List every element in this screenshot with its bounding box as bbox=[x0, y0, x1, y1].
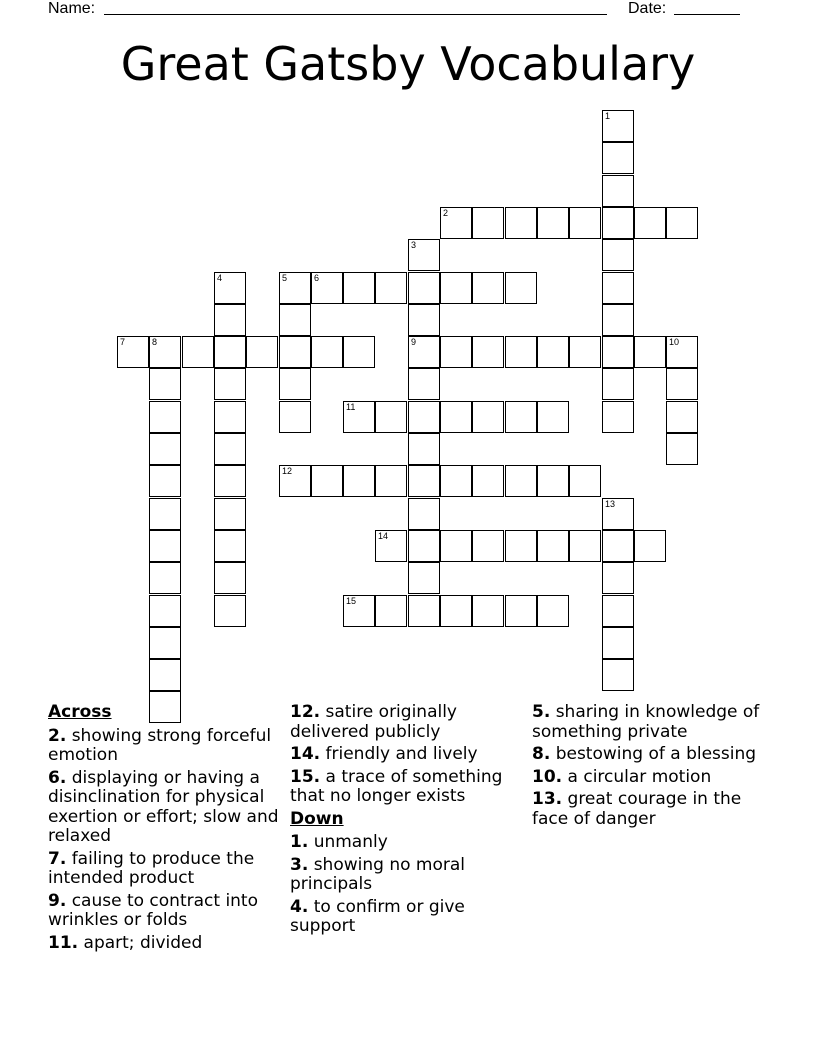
grid-cell[interactable] bbox=[440, 401, 472, 433]
clue-text: sharing in knowledge of something private bbox=[532, 702, 760, 742]
grid-cell[interactable] bbox=[149, 530, 181, 562]
clue-number-label: 15 bbox=[346, 596, 357, 606]
grid-cell[interactable] bbox=[602, 659, 634, 691]
grid-cell[interactable] bbox=[440, 272, 472, 304]
grid-cell[interactable] bbox=[472, 530, 504, 562]
clue-column-2 bbox=[290, 703, 526, 940]
grid-cell[interactable] bbox=[214, 498, 246, 530]
grid-cell[interactable] bbox=[505, 401, 537, 433]
grid-cell[interactable] bbox=[408, 595, 440, 627]
grid-cell[interactable] bbox=[375, 530, 407, 562]
clue-across-15 bbox=[290, 768, 526, 807]
name-label: Name: bbox=[48, 0, 96, 17]
grid-cell[interactable] bbox=[149, 627, 181, 659]
grid-cell[interactable] bbox=[408, 239, 440, 271]
grid-cell[interactable] bbox=[472, 595, 504, 627]
clue-number: 4. bbox=[290, 896, 309, 917]
grid-cell[interactable] bbox=[375, 465, 407, 497]
grid-cell[interactable] bbox=[569, 207, 601, 239]
grid-cell[interactable] bbox=[408, 401, 440, 433]
grid-cell[interactable] bbox=[214, 304, 246, 336]
clue-down-8 bbox=[532, 745, 768, 765]
grid-cell[interactable] bbox=[634, 336, 666, 368]
grid-cell[interactable] bbox=[440, 595, 472, 627]
clue-number-label: 6 bbox=[314, 273, 320, 283]
grid-cell[interactable] bbox=[602, 530, 634, 562]
clue-number-label: 9 bbox=[411, 337, 417, 347]
grid-cell[interactable] bbox=[602, 627, 634, 659]
grid-cell[interactable] bbox=[279, 465, 311, 497]
clue-number-label: 7 bbox=[120, 337, 126, 347]
grid-cell[interactable] bbox=[279, 368, 311, 400]
clue-down-5 bbox=[532, 703, 768, 742]
grid-cell[interactable] bbox=[505, 336, 537, 368]
grid-cell[interactable] bbox=[602, 401, 634, 433]
clue-across-2 bbox=[48, 727, 284, 766]
grid-cell[interactable] bbox=[602, 239, 634, 271]
clue-column-3 bbox=[532, 703, 768, 832]
grid-cell[interactable] bbox=[343, 595, 375, 627]
clue-text: great courage in the face of danger bbox=[532, 789, 742, 829]
grid-cell[interactable] bbox=[602, 498, 634, 530]
grid-cell[interactable] bbox=[602, 368, 634, 400]
date-label: Date: bbox=[628, 0, 667, 17]
date-blank[interactable] bbox=[674, 14, 740, 15]
grid-cell[interactable] bbox=[408, 272, 440, 304]
grid-cell[interactable] bbox=[666, 207, 698, 239]
clue-number-label: 14 bbox=[378, 531, 389, 541]
grid-cell[interactable] bbox=[634, 530, 666, 562]
clue-text: showing no moral principals bbox=[290, 854, 465, 894]
clue-across-11 bbox=[48, 934, 284, 954]
grid-cell[interactable] bbox=[149, 498, 181, 530]
grid-cell[interactable] bbox=[440, 530, 472, 562]
grid-cell[interactable] bbox=[149, 465, 181, 497]
grid-cell[interactable] bbox=[279, 272, 311, 304]
grid-cell[interactable] bbox=[149, 401, 181, 433]
clue-number-label: 1 bbox=[605, 111, 611, 121]
clue-down-4 bbox=[290, 898, 526, 937]
grid-cell[interactable] bbox=[537, 401, 569, 433]
grid-cell[interactable] bbox=[149, 562, 181, 594]
clue-number: 7. bbox=[48, 848, 67, 869]
clue-across-12 bbox=[290, 703, 526, 742]
clue-number-label: 5 bbox=[282, 273, 288, 283]
grid-cell[interactable] bbox=[472, 465, 504, 497]
grid-cell[interactable] bbox=[375, 272, 407, 304]
grid-cell[interactable] bbox=[279, 304, 311, 336]
clue-number: 8. bbox=[532, 744, 551, 764]
grid-cell[interactable] bbox=[537, 336, 569, 368]
grid-cell[interactable] bbox=[214, 272, 246, 304]
grid-cell[interactable] bbox=[602, 142, 634, 174]
grid-cell[interactable] bbox=[505, 595, 537, 627]
grid-cell[interactable] bbox=[279, 336, 311, 368]
clue-number: 14. bbox=[290, 744, 321, 764]
clue-text: friendly and lively bbox=[320, 744, 478, 764]
grid-cell[interactable] bbox=[117, 336, 149, 368]
clue-down-13 bbox=[532, 790, 768, 829]
grid-cell[interactable] bbox=[375, 401, 407, 433]
grid-cell[interactable] bbox=[602, 110, 634, 142]
grid-cell[interactable] bbox=[214, 368, 246, 400]
clue-number: 5. bbox=[532, 702, 551, 722]
grid-cell[interactable] bbox=[569, 465, 601, 497]
grid-cell[interactable] bbox=[602, 562, 634, 594]
grid-cell[interactable] bbox=[246, 336, 278, 368]
clue-text: a circular motion bbox=[562, 766, 712, 787]
grid-cell[interactable] bbox=[343, 336, 375, 368]
grid-cell[interactable] bbox=[602, 272, 634, 304]
clue-text: displaying or having a disinclination for physical exertion or effort; slow and relaxed bbox=[48, 767, 279, 846]
grid-cell[interactable] bbox=[602, 336, 634, 368]
clue-number: 6. bbox=[48, 767, 67, 788]
grid-cell[interactable] bbox=[472, 401, 504, 433]
clue-number-label: 3 bbox=[411, 240, 417, 250]
clue-text: unmanly bbox=[308, 832, 388, 852]
clue-across-14 bbox=[290, 745, 526, 765]
grid-cell[interactable] bbox=[311, 465, 343, 497]
clue-number-label: 11 bbox=[346, 402, 356, 412]
grid-cell[interactable] bbox=[634, 207, 666, 239]
grid-cell[interactable] bbox=[214, 562, 246, 594]
clue-number: 15. bbox=[290, 766, 321, 787]
grid-cell[interactable] bbox=[214, 401, 246, 433]
clue-column-1 bbox=[48, 703, 284, 956]
grid-cell[interactable] bbox=[440, 336, 472, 368]
clue-number: 12. bbox=[290, 702, 321, 722]
clue-down-10 bbox=[532, 768, 768, 788]
grid-cell[interactable] bbox=[666, 433, 698, 465]
grid-cell[interactable] bbox=[343, 465, 375, 497]
grid-cell[interactable] bbox=[408, 368, 440, 400]
grid-cell[interactable] bbox=[214, 433, 246, 465]
clue-across-7 bbox=[48, 850, 284, 889]
grid-cell[interactable] bbox=[149, 659, 181, 691]
clue-text: a trace of something that no longer exists bbox=[290, 766, 503, 806]
grid-cell[interactable] bbox=[569, 530, 601, 562]
clue-down-3 bbox=[290, 856, 526, 895]
clue-text: cause to contract into wrinkles or folds bbox=[48, 890, 259, 930]
grid-cell[interactable] bbox=[602, 175, 634, 207]
grid-cell[interactable] bbox=[408, 562, 440, 594]
grid-cell[interactable] bbox=[279, 401, 311, 433]
clue-number: 3. bbox=[290, 854, 309, 875]
grid-cell[interactable] bbox=[472, 272, 504, 304]
grid-cell[interactable] bbox=[408, 465, 440, 497]
clue-text: bestowing of a blessing bbox=[550, 744, 757, 764]
clue-number: 13. bbox=[532, 789, 563, 809]
grid-cell[interactable] bbox=[375, 595, 407, 627]
grid-cell[interactable] bbox=[537, 530, 569, 562]
clue-text: showing strong forceful emotion bbox=[48, 725, 272, 765]
grid-cell[interactable] bbox=[505, 207, 537, 239]
clue-number-label: 13 bbox=[605, 499, 616, 509]
clue-number-label: 8 bbox=[152, 337, 158, 347]
clue-text: failing to produce the intended product bbox=[48, 848, 255, 888]
clue-number: 1. bbox=[290, 832, 309, 852]
clue-down-1 bbox=[290, 833, 526, 853]
down-heading: Down bbox=[290, 808, 344, 829]
grid-cell[interactable] bbox=[505, 465, 537, 497]
name-blank[interactable] bbox=[104, 14, 607, 15]
clue-number: 11. bbox=[48, 932, 79, 953]
grid-cell[interactable] bbox=[408, 530, 440, 562]
grid-cell[interactable] bbox=[472, 336, 504, 368]
grid-cell[interactable] bbox=[149, 368, 181, 400]
grid-cell[interactable] bbox=[472, 207, 504, 239]
clue-number-label: 2 bbox=[443, 208, 449, 218]
clue-number: 2. bbox=[48, 725, 67, 746]
grid-cell[interactable] bbox=[214, 530, 246, 562]
grid-cell[interactable] bbox=[537, 465, 569, 497]
grid-cell[interactable] bbox=[505, 530, 537, 562]
grid-cell[interactable] bbox=[214, 595, 246, 627]
header-line bbox=[48, 0, 748, 20]
clue-across-9 bbox=[48, 892, 284, 931]
grid-cell[interactable] bbox=[602, 207, 634, 239]
grid-cell[interactable] bbox=[408, 498, 440, 530]
grid-cell[interactable] bbox=[602, 595, 634, 627]
grid-cell[interactable] bbox=[408, 433, 440, 465]
grid-cell[interactable] bbox=[666, 336, 698, 368]
grid-cell[interactable] bbox=[666, 368, 698, 400]
clue-text: apart; divided bbox=[78, 932, 203, 953]
across-heading: Across bbox=[48, 702, 112, 722]
clue-text: satire originally delivered publicly bbox=[290, 702, 457, 742]
clue-number-label: 4 bbox=[217, 273, 223, 283]
grid-cell[interactable] bbox=[311, 272, 343, 304]
page-title: Great Gatsby Vocabulary bbox=[120, 37, 696, 91]
grid-cell[interactable] bbox=[182, 336, 214, 368]
grid-cell[interactable] bbox=[149, 336, 181, 368]
grid-cell[interactable] bbox=[311, 336, 343, 368]
grid-cell[interactable] bbox=[537, 595, 569, 627]
grid-cell[interactable] bbox=[440, 207, 472, 239]
clue-text: to confirm or give support bbox=[290, 896, 465, 936]
clue-number-label: 10 bbox=[669, 337, 680, 347]
clue-number-label: 12 bbox=[282, 466, 293, 476]
grid-cell[interactable] bbox=[537, 207, 569, 239]
clue-number: 9. bbox=[48, 890, 67, 911]
grid-cell[interactable] bbox=[408, 336, 440, 368]
grid-cell[interactable] bbox=[569, 336, 601, 368]
grid-cell[interactable] bbox=[505, 272, 537, 304]
grid-cell[interactable] bbox=[214, 465, 246, 497]
grid-cell[interactable] bbox=[343, 272, 375, 304]
grid-cell[interactable] bbox=[149, 433, 181, 465]
grid-cell[interactable] bbox=[602, 304, 634, 336]
clue-number: 10. bbox=[532, 766, 563, 787]
grid-cell[interactable] bbox=[408, 304, 440, 336]
grid-cell[interactable] bbox=[666, 401, 698, 433]
clue-across-6 bbox=[48, 769, 284, 847]
grid-cell[interactable] bbox=[149, 595, 181, 627]
grid-cell[interactable] bbox=[214, 336, 246, 368]
grid-cell[interactable] bbox=[343, 401, 375, 433]
grid-cell[interactable] bbox=[440, 465, 472, 497]
